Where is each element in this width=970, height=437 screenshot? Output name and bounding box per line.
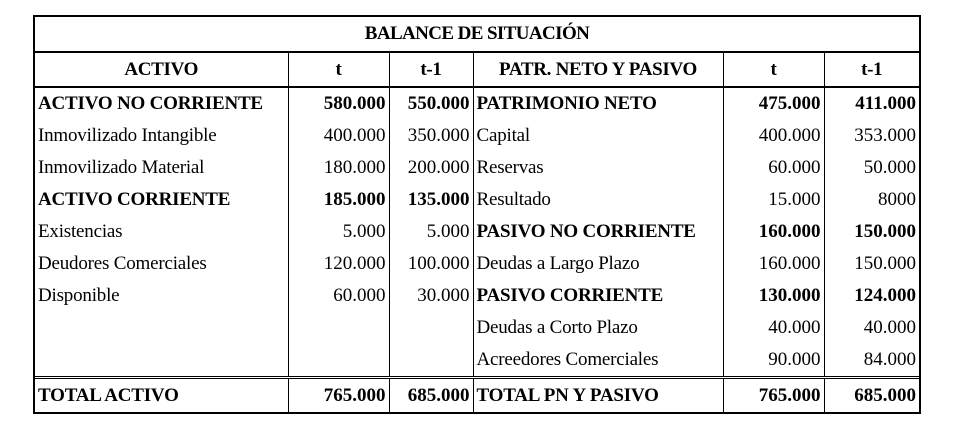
activo-t-value: 400.000 — [288, 120, 389, 152]
activo-label: Disponible — [38, 285, 120, 306]
pasivo-label: PASIVO CORRIENTE — [473, 280, 723, 312]
activo-t-value: 185.000 — [288, 184, 389, 216]
pasivo-t1-value: 150.000 — [824, 216, 919, 248]
header-t1-activo: t-1 — [389, 53, 473, 87]
header-t1-pasivo: t-1 — [824, 53, 919, 87]
activo-t1-value — [389, 312, 473, 344]
pasivo-t-value: 15.000 — [723, 184, 824, 216]
activo-t-value: 5.000 — [288, 216, 389, 248]
pasivo-t-value: 160.000 — [723, 216, 824, 248]
activo-t1-value: 200.000 — [389, 152, 473, 184]
pasivo-label: Deudas a Corto Plazo — [473, 312, 723, 344]
table-row — [35, 312, 919, 344]
total-activo-t1: 685.000 — [389, 378, 473, 413]
table-row — [35, 280, 919, 312]
pasivo-t-value: 400.000 — [723, 120, 824, 152]
total-pasivo-t: 765.000 — [723, 378, 824, 413]
pasivo-label: Reservas — [473, 152, 723, 184]
total-pasivo-label: TOTAL PN Y PASIVO — [473, 378, 723, 413]
pasivo-t1-value: 40.000 — [824, 312, 919, 344]
totals-row — [35, 378, 919, 413]
pasivo-t-value: 60.000 — [723, 152, 824, 184]
activo-t1-value: 135.000 — [389, 184, 473, 216]
sheet-title: BALANCE DE SITUACIÓN — [35, 17, 919, 53]
pasivo-t1-value: 8000 — [824, 184, 919, 216]
header-row — [35, 53, 919, 87]
pasivo-t1-value: 124.000 — [824, 280, 919, 312]
table-row — [35, 248, 919, 280]
total-pasivo-t1: 685.000 — [824, 378, 919, 413]
pasivo-label: Deudas a Largo Plazo — [473, 248, 723, 280]
activo-t1-value: 5.000 — [389, 216, 473, 248]
table-row — [35, 87, 919, 120]
header-activo: ACTIVO — [35, 53, 288, 87]
activo-t1-value: 30.000 — [389, 280, 473, 312]
table-row — [35, 344, 919, 378]
pasivo-t-value: 160.000 — [723, 248, 824, 280]
activo-label: ACTIVO NO CORRIENTE — [38, 93, 263, 114]
table-row — [35, 120, 919, 152]
header-t-activo: t — [288, 53, 389, 87]
activo-t1-value: 550.000 — [389, 87, 473, 120]
header-t-pasivo: t — [723, 53, 824, 87]
activo-t-value: 60.000 — [288, 280, 389, 312]
pasivo-label: PASIVO NO CORRIENTE — [473, 216, 723, 248]
pasivo-t1-value: 411.000 — [824, 87, 919, 120]
pasivo-t1-value: 353.000 — [824, 120, 919, 152]
header-pasivo: PATR. NETO Y PASIVO — [473, 53, 723, 87]
table-row — [35, 152, 919, 184]
activo-t1-value: 100.000 — [389, 248, 473, 280]
total-activo-t: 765.000 — [288, 378, 389, 413]
pasivo-t1-value: 150.000 — [824, 248, 919, 280]
activo-label: Inmovilizado Intangible — [38, 125, 217, 146]
pasivo-label: PATRIMONIO NETO — [473, 87, 723, 120]
activo-label: Inmovilizado Material — [38, 157, 205, 178]
balance-table — [35, 53, 919, 412]
pasivo-t1-value: 50.000 — [824, 152, 919, 184]
pasivo-t-value: 130.000 — [723, 280, 824, 312]
activo-label: ACTIVO CORRIENTE — [38, 189, 231, 210]
activo-t-value: 120.000 — [288, 248, 389, 280]
pasivo-label: Resultado — [473, 184, 723, 216]
activo-t-value — [288, 344, 389, 378]
pasivo-t-value: 90.000 — [723, 344, 824, 378]
activo-t1-value: 350.000 — [389, 120, 473, 152]
pasivo-t-value: 40.000 — [723, 312, 824, 344]
activo-t1-value — [389, 344, 473, 378]
pasivo-t1-value: 84.000 — [824, 344, 919, 378]
total-activo-label: TOTAL ACTIVO — [35, 378, 288, 413]
activo-t-value — [288, 312, 389, 344]
activo-t-value: 180.000 — [288, 152, 389, 184]
pasivo-t-value: 475.000 — [723, 87, 824, 120]
activo-t-value: 580.000 — [288, 87, 389, 120]
pasivo-label: Acreedores Comerciales — [473, 344, 723, 378]
pasivo-label: Capital — [473, 120, 723, 152]
activo-label — [35, 344, 288, 378]
activo-label: Existencias — [38, 221, 123, 242]
table-row — [35, 184, 919, 216]
balance-sheet — [33, 15, 921, 414]
activo-label: Deudores Comerciales — [38, 253, 207, 274]
table-row — [35, 216, 919, 248]
activo-label — [35, 312, 288, 344]
